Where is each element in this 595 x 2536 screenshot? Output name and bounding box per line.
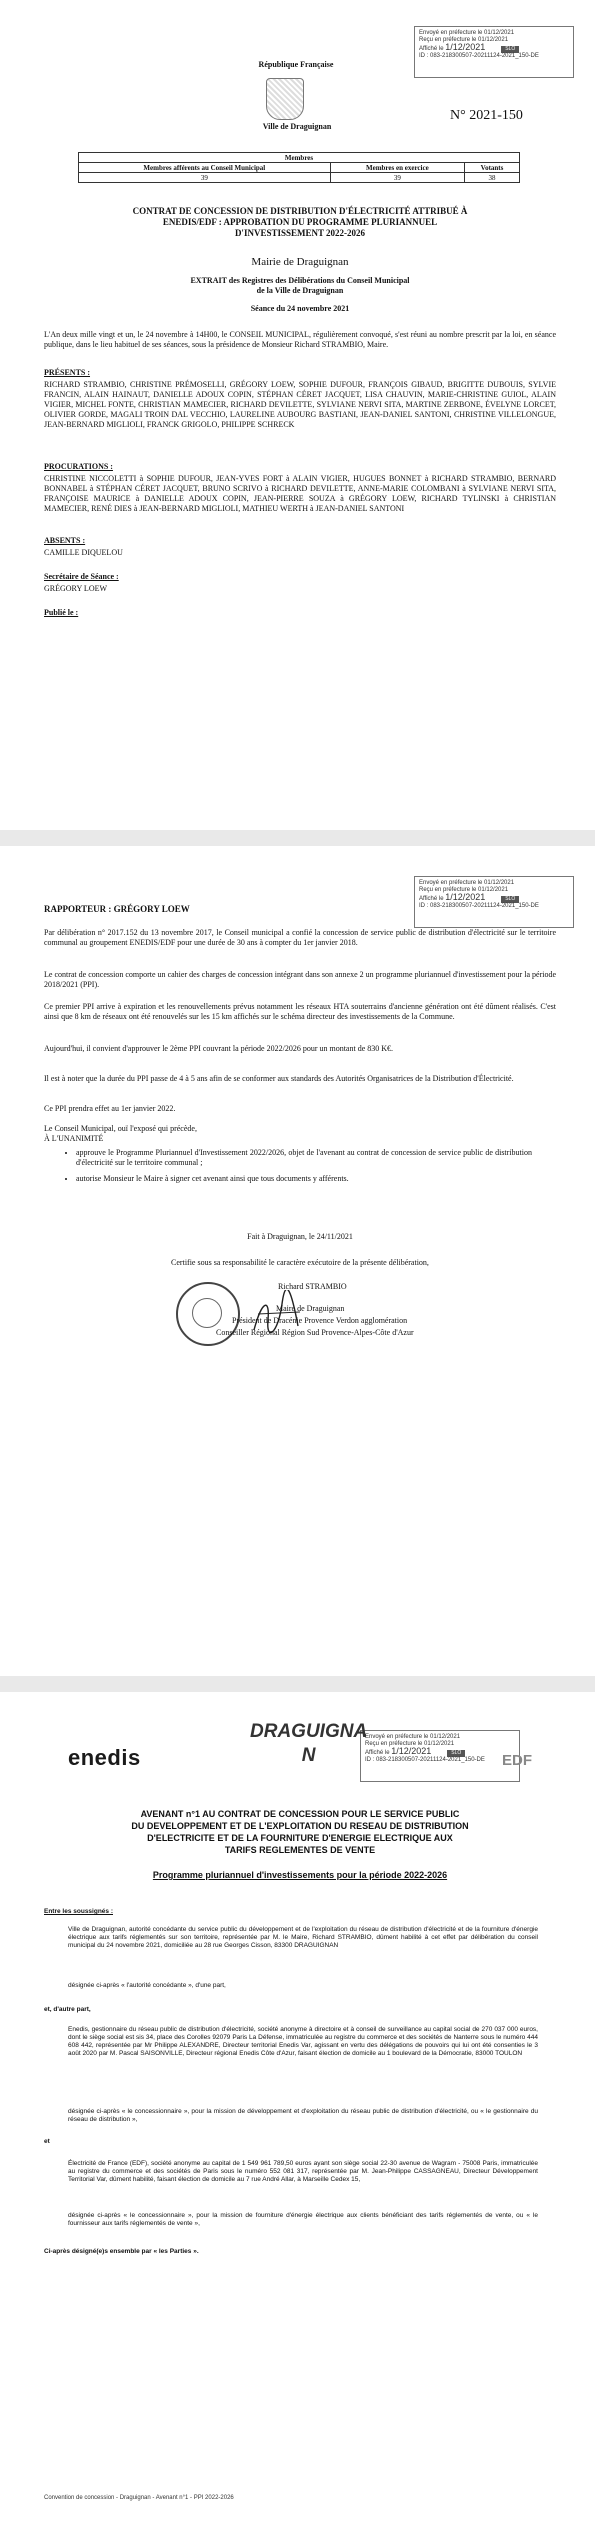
secretaire-name: GRÉGORY LOEW xyxy=(44,584,108,593)
mairie-heading: Mairie de Draguignan xyxy=(251,256,349,268)
contract-title-line: ENEDIS/EDF : APPROBATION DU PROGRAMME PLURIANNUEL xyxy=(162,217,438,227)
intro-paragraph: L'An deux mille vingt et un, le 24 novembre à 14H00, le CONSEIL MUNICIPAL, régulièrement convoqué, s'est réuni au nombre prescrit par la loi, en séance publique, dans le lieu habituel de ses séances, sous la présidence de Monsieur Richard STRAMBIO, Maire. xyxy=(44,330,556,349)
signer-role: Conseiller Régional Région Sud Provence-Alpes-Côte d'Azur xyxy=(216,1328,414,1337)
decision-item: • autorise Monsieur le Maire à signer cet avenant ainsi que tous documents y afférents. xyxy=(76,1174,532,1184)
stamp-badge: SLO xyxy=(447,1750,465,1757)
party-edf: Électricité de France (EDF), société anonyme au capital de 1 549 961 789,50 euros ayant son siège social 22-30 avenue de Wagram - 75008 Paris, immatriculée au registre du commerce et des sociétés de Paris sous le numéro 552 081 317, représentée par M. Jean-Philippe CASSAGNEAU, Directeur Développement Territorial Var, dûment habilité, faisant élection de domicile au 7 rue André Allar, à Marseille Cedex 15, xyxy=(68,2160,538,2183)
fait-a: Fait à Draguignan, le 24/11/2021 xyxy=(247,1232,353,1241)
prefecture-stamp xyxy=(360,1730,520,1782)
entre-label: Entre les soussignés : xyxy=(44,1908,113,1915)
extrait-line: EXTRAIT des Registres des Délibérations du Conseil Municipal xyxy=(190,276,410,285)
prefecture-stamp xyxy=(414,26,574,78)
draguignan-logo xyxy=(250,1720,367,1768)
stamp-sent: Envoyé en préfecture le 01/12/2021 xyxy=(419,880,515,886)
republique-francaise: République Française xyxy=(258,60,334,69)
party-edf-designation: désignée ci-après « le concessionnaire », pour la mission de fourniture d'énergie électrique aux clients bénéficiant des tarifs réglementés de vente, ou « le fournisseur aux tarifs réglementés de vente », xyxy=(68,2212,538,2227)
stamp-id: ID : 083-218300507-20211124-2021_150-DE xyxy=(365,1757,485,1763)
page-separator xyxy=(0,1676,595,1692)
stamp-affiche: Affiché le xyxy=(365,1750,390,1756)
draguignan-logo-line: DRAGUIGNA xyxy=(250,1721,368,1742)
ville-label: Ville de Draguignan xyxy=(262,122,332,131)
absents-list: CAMILLE DIQUELOU xyxy=(44,548,123,557)
party-ville: Ville de Draguignan, autorité concédante du service public du développement et de l'exploitation du réseau de distribution d'électricité et de la fourniture d'énergie électrique aux tarifs réglementés sur son territoire, représentée par M. le Maire, Richard STRAMBIO, dûment habilité à cet effet par délibération du conseil municipal du 24 novembre 2021, domiciliée au 28 rue Georges Cisson, 83300 DRAGUIGNAN xyxy=(68,1926,538,1949)
conseil-line: Le Conseil Municipal, ouï l'exposé qui précède, xyxy=(44,1124,197,1133)
stamp-affiche: Affiché le xyxy=(419,46,444,52)
avenant-title-line: AVENANT n°1 AU CONTRAT DE CONCESSION POUR LE SERVICE PUBLIC xyxy=(140,1809,460,1819)
avenant-title-line: TARIFS REGLEMENTES DE VENTE xyxy=(224,1845,376,1855)
decision-list xyxy=(62,1148,532,1190)
stamp-date: 1/12/2021 xyxy=(391,1746,432,1756)
signer-role: Président de Dracénie Provence Verdon agglomération xyxy=(232,1316,408,1325)
rapporteur: RAPPORTEUR : GRÉGORY LOEW xyxy=(44,904,190,914)
stamp-sent: Envoyé en préfecture le 01/12/2021 xyxy=(419,30,515,36)
paragraph: Ce premier PPI arrive à expiration et les renouvellements prévus notamment les réseaux HTA souterrains d'ancienne génération ont été dûment réalisés. C'est ainsi que 8 km de réseaux ont été renouvelés sur les 15 km affichés sur le schéma directeur des investissements de la Commune. xyxy=(44,1002,556,1021)
page-1 xyxy=(0,0,595,830)
seance-date: Séance du 24 novembre 2021 xyxy=(250,304,350,313)
enedis-logo: enedis xyxy=(68,1745,141,1770)
signer-role: Maire de Draguignan xyxy=(276,1304,345,1313)
contract-title xyxy=(80,206,520,239)
contract-title-line: D'INVESTISSEMENT 2022-2026 xyxy=(234,228,366,238)
presents-list: RICHARD STRAMBIO, CHRISTINE PRÉMOSELLI, GRÉGORY LOEW, SOPHIE DUFOUR, FRANÇOIS GIBAUD, BRIGITTE DUBOUIS, SYLVIE FRANCIN, ALAIN HAINAUT, DANIELLE ADOUX COPIN, STÉPHAN CÉRET JACQUET, LISA CHAUVIN, MARIE-CHRISTINE GUIOL, ALAIN VIGIER, MICHEL FONTE, CHRISTIAN MAMECIER, RICHARD DEVILETTE, SYLVIANE NERVI SITA, MARTINE ZERBONE, ÉVELYNE LORCET, OLIVIER GORDE, MAGALI TROIN DAL VECCHIO, LAURELINE AUBOURG BASTIANI, JEAN-DANIEL SANTONI, CHRISTINE VILLELONGUE, JEAN-BERNARD MIGLIOLI, FRANCK GRIGOLO, PHILIPPE SCHRECK xyxy=(44,380,556,429)
members-header: Membres en exercice xyxy=(330,163,464,173)
prefecture-stamp xyxy=(414,876,574,928)
certifie: Certifie sous sa responsabilité le caractère exécutoire de la présente délibération, xyxy=(171,1258,429,1267)
extrait-heading xyxy=(60,276,540,296)
stamp-badge: SLO xyxy=(501,46,519,53)
stamp-id: ID : 083-218300507-20211124-2021_150-DE xyxy=(419,903,539,909)
stamp-received: Reçu en préfecture le 01/12/2021 xyxy=(419,887,509,893)
page-footer: Convention de concession - Draguignan - Avenant n°1 - PPI 2022-2026 xyxy=(44,2495,234,2501)
page-2 xyxy=(0,846,595,1676)
signer-name: Richard STRAMBIO xyxy=(278,1282,347,1291)
stamp-sent: Envoyé en préfecture le 01/12/2021 xyxy=(365,1734,461,1740)
members-value: 39 xyxy=(79,173,331,183)
avenant-subtitle: Programme pluriannuel d'investissements pour la période 2022-2026 xyxy=(152,1870,448,1880)
stamp-id: ID : 083-218300507-20211124-2021_150-DE xyxy=(419,53,539,59)
members-header: Membres afférents au Conseil Municipal xyxy=(79,163,331,173)
deliberation-number: N° 2021-150 xyxy=(450,108,523,123)
unanimite: À L'UNANIMITÉ xyxy=(44,1134,104,1143)
page-separator xyxy=(0,830,595,846)
stamp-affiche: Affiché le xyxy=(419,896,444,902)
absents-label: ABSENTS : xyxy=(44,536,86,545)
parties-label: Ci-après désigné(e)s ensemble par « les Parties ». xyxy=(44,2248,199,2255)
procurations-label: PROCURATIONS : xyxy=(44,462,113,471)
stamp-date: 1/12/2021 xyxy=(445,892,486,902)
members-value: 39 xyxy=(330,173,464,183)
paragraph: Par délibération n° 2017.152 du 13 novembre 2017, le Conseil municipal a confié la concession de service public de distribution d'électricité sur le territoire communal au groupement ENEDIS/EDF pour une durée de 30 ans à compter du 1er janvier 2018. xyxy=(44,928,556,947)
members-header: Votants xyxy=(465,163,520,173)
paragraph: Le contrat de concession comporte un cahier des charges de concession intégrant dans son annexe 2 un programme pluriannuel d'investissement pour la période 2018/2021 (PPI). xyxy=(44,970,556,989)
party-enedis: Enedis, gestionnaire du réseau public de distribution d'électricité, société anonyme à directoire et à conseil de surveillance au capital social de 270 037 000 euros, dont le siège social est sis 34, place des Corolles 92079 Paris La Défense, immatriculée au registre du commerce et des sociétés de Nanterre sous le numéro 444 608 442, représentée par Mr Philippe ALEXANDRE, Directeur territorial Enedis Var, agissant en vertu des délégations de pouvoirs qui lui ont été consenties le 3 août 2020 par M. Pascal SAISONVILLE, Directeur régional Enedis Côte d'Azur, faisant élection de domicile au 1 boulevard de la Démocratie, 83000 TOULON xyxy=(68,2026,538,2057)
edf-logo: EDF xyxy=(502,1752,532,1769)
contract-title-line: CONTRAT DE CONCESSION DE DISTRIBUTION D'ÉLECTRICITÉ ATTRIBUÉ À xyxy=(132,206,468,216)
party-enedis-designation: désignée ci-après « le concessionnaire », pour la mission de développement et d'exploitation du réseau public de distribution d'électricité, ou « le gestionnaire du réseau de distribution », xyxy=(68,2108,538,2123)
avenant-title-line: DU DEVELOPPEMENT ET DE L'EXPLOITATION DU RESEAU DE DISTRIBUTION xyxy=(131,1821,469,1831)
stamp-received: Reçu en préfecture le 01/12/2021 xyxy=(419,37,509,43)
presents-label: PRÉSENTS : xyxy=(44,368,91,377)
paragraph: Il est à noter que la durée du PPI passe de 4 à 5 ans afin de se conformer aux standards des Autorités Organisatrices de la Distribution d'Électricité. xyxy=(44,1074,514,1083)
et-label: et xyxy=(44,2138,50,2145)
stamp-received: Reçu en préfecture le 01/12/2021 xyxy=(365,1741,455,1747)
party-ville-designation: désignée ci-après « l'autorité concédante », d'une part, xyxy=(68,1982,226,1989)
paragraph: Ce PPI prendra effet au 1er janvier 2022. xyxy=(44,1104,176,1113)
paragraph: Aujourd'hui, il convient d'approuver le 2ème PPI couvrant la période 2022/2026 pour un montant de 830 K€. xyxy=(44,1044,394,1053)
members-table xyxy=(78,152,520,183)
et-autre-part: et, d'autre part, xyxy=(44,2006,91,2013)
stamp-badge: SLO xyxy=(501,896,519,903)
avenant-title-line: D'ELECTRICITE ET DE LA FOURNITURE D'ENERGIE ELECTRIQUE AUX xyxy=(147,1833,453,1843)
publie-label: Publié le : xyxy=(44,608,79,617)
members-title: Membres xyxy=(79,153,520,163)
avenant-title xyxy=(60,1808,540,1856)
members-value: 38 xyxy=(465,173,520,183)
stamp-date: 1/12/2021 xyxy=(445,42,486,52)
procurations-list: CHRISTINE NICCOLETTI à SOPHIE DUFOUR, JEAN-YVES FORT à ALAIN VIGIER, HUGUES BONNET à RICHARD STRAMBIO, BERNARD BONNABEL à STÉPHAN CÉRET JACQUET, BRUNO SCRIVO à RICHARD DEVILETTE, ANNE-MARIE COLOMBANI à SYLVIANE NERVI SITA, FRANÇOISE MAURICE à DANIELLE ADOUX COPIN, JEAN-PIERRE SOUZA à GRÉGORY LOEW, RICHARD TYLINSKI à CHRISTIAN MAMECIER, RENÉ DIES à JEAN-BERNARD MIGLIOLI, MATHIEU WERTH à JEAN-DANIEL SANTONI xyxy=(44,474,556,513)
draguignan-logo-line: N xyxy=(301,1745,316,1766)
extrait-line: de la Ville de Draguignan xyxy=(256,286,344,295)
city-emblem-icon xyxy=(266,78,304,120)
decision-item: • approuve le Programme Pluriannuel d'Investissement 2022/2026, objet de l'avenant au contrat de concession de service public de distribution d'électricité sur le territoire communal ; xyxy=(76,1148,532,1168)
secretaire-label: Secrétaire de Séance : xyxy=(44,572,119,581)
